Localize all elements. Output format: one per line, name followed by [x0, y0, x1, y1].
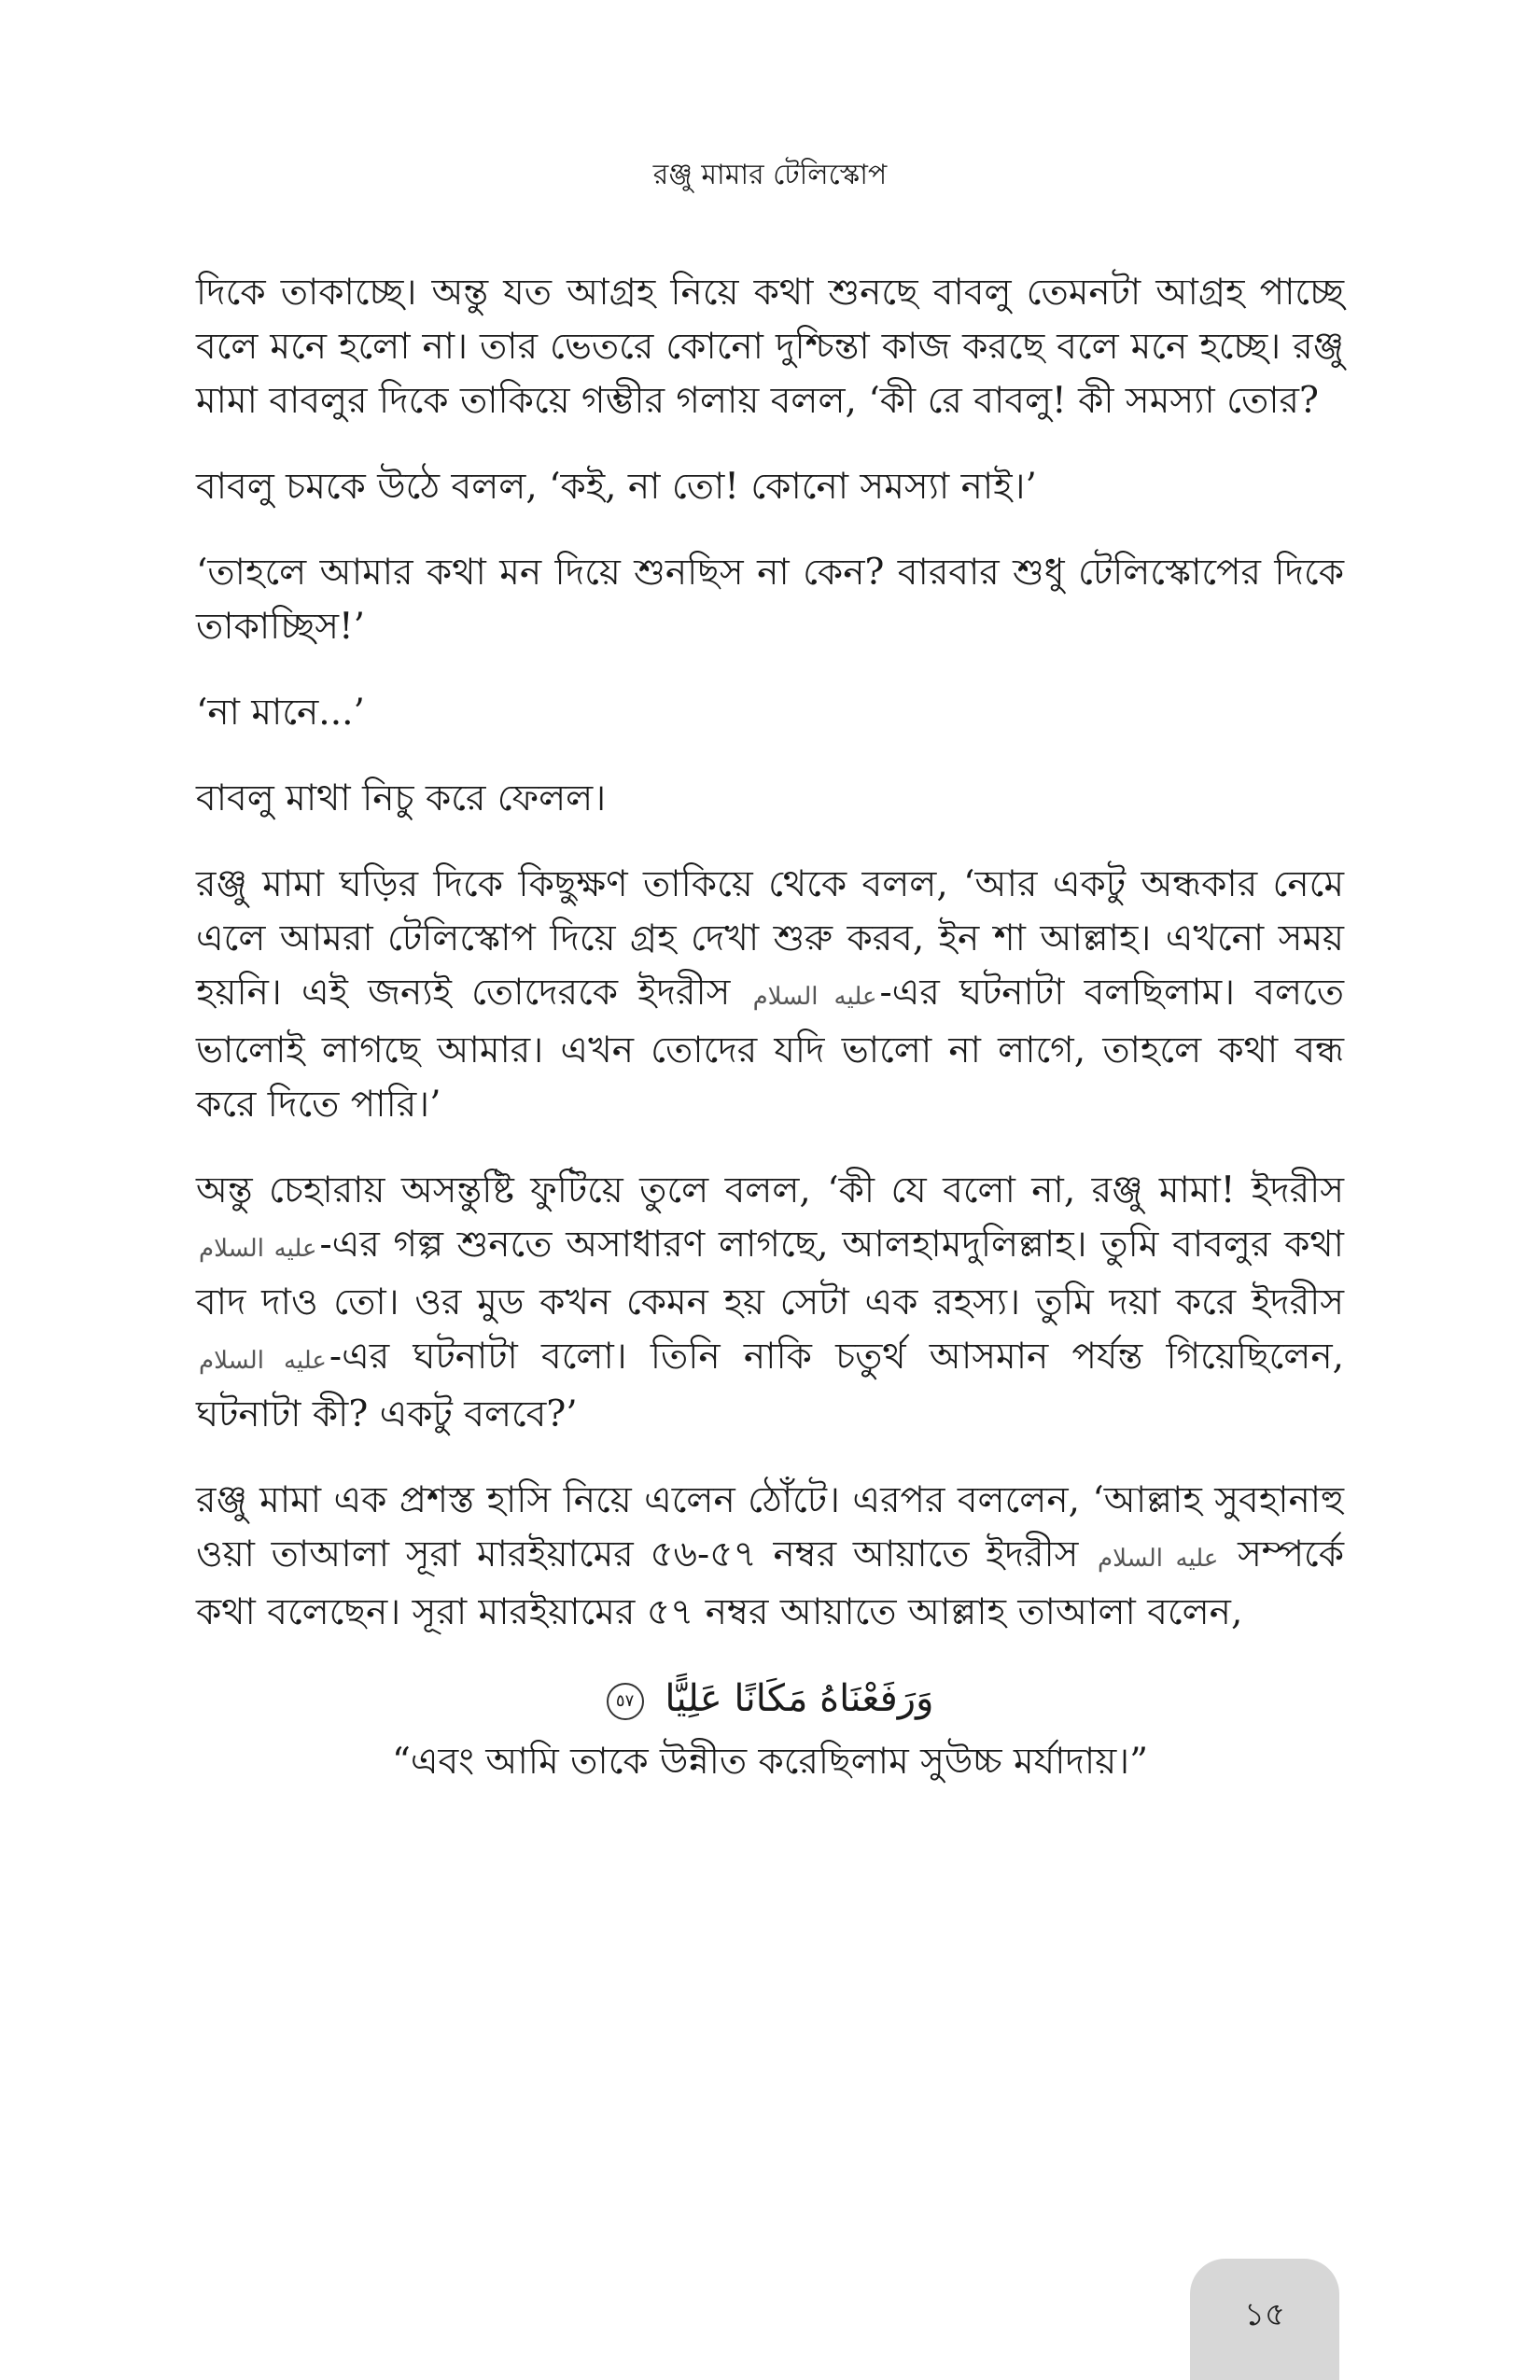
page-body	[196, 266, 1344, 1789]
paragraph	[196, 1164, 1344, 1442]
paragraph: বাবলু মাথা নিচু করে ফেলল।	[196, 777, 607, 819]
paragraph: দিকে তাকাচ্ছে। অন্তু যত আগ্রহ নিয়ে কথা শুনছে বাবলু তেমনটা আগ্রহ পাচ্ছে বলে মনে হলো না। তার ভেতরে কোনো দুশ্চিন্তা কাজ করছে বলে মনে হচ্ছে। রঞ্জু মামা বাবলুর দিকে তাকিয়ে গম্ভীর গলায় বলল, ‘কী রে বাবলু! কী সমস্যা তোর?	[196, 272, 1344, 422]
paragraph	[196, 858, 1344, 1132]
honorific-symbol: عليه السلام	[199, 1235, 317, 1263]
paragraph-text: সম্পর্কে কথা বলেছেন। সূরা মারইয়ামের ৫৭ নম্বর আয়াতে আল্লাহ তাআলা বলেন,	[196, 1533, 1344, 1633]
paragraph-text: -এর গল্প শুনতে অসাধারণ লাগছে, আলহামদুলিল্লাহ। তুমি বাবলুর কথা বাদ দাও তো। ওর মুড কখন কেমন হয় সেটা এক রহস্য। তুমি দয়া করে ইদরীস	[196, 1224, 1344, 1323]
paragraph-text: -এর ঘটনাটা বলছিলাম। বলতে ভালোই লাগছে আমার। এখন তোদের যদি ভালো না লাগে, তাহলে কথা বন্ধ করে দিতে পারি।’	[196, 972, 1345, 1126]
honorific-symbol: عليه السلام	[752, 983, 877, 1011]
verse-arabic: وَرَفَعْنَاهُ مَكَانًا عَلِيًّا	[665, 1677, 934, 1720]
honorific-symbol: عليه السلام	[199, 1347, 327, 1375]
paragraph: বাবলু চমকে উঠে বলল, ‘কই, না তো! কোনো সমস্যা নাই।’	[196, 466, 1037, 508]
paragraph-text: অন্তু চেহারায় অসন্তুষ্টি ফুটিয়ে তুলে বলল, ‘কী যে বলো না, রঞ্জু মামা! ইদরীস	[196, 1169, 1344, 1211]
running-title: রঞ্জু মামার টেলিস্কোপ	[652, 159, 888, 191]
paragraph	[196, 1474, 1344, 1640]
paragraph-text: রঞ্জু মামা ঘড়ির দিকে কিছুক্ষণ তাকিয়ে থেকে বলল, ‘আর একটু অন্ধকার নেমে এলে আমরা টেলিস্কোপ দিয়ে গ্রহ দেখা শুরু করব, ইন শা আল্লাহ। এখনো সময় হয়নি। এই জন্যই তোদেরকে ইদরীস	[196, 863, 1344, 1014]
paragraph-text: রঞ্জু মামা এক প্রশস্ত হাসি নিয়ে এলেন ঠোঁটে। এরপর বললেন, ‘আল্লাহ সুবহানাহু ওয়া তাআলা সূরা মারইয়ামের ৫৬-৫৭ নম্বর আয়াতে ইদরীস	[196, 1479, 1344, 1575]
paragraph: ‘না মানে...’	[196, 692, 365, 734]
honorific-symbol: عليه السلام	[1098, 1545, 1219, 1573]
verse-translation: “এবং আমি তাকে উন্নীত করেছিলাম সুউচ্চ মর্যাদায়।”	[391, 1741, 1149, 1783]
quran-verse	[196, 1672, 1344, 1726]
page-number-tab	[1190, 2259, 1339, 2380]
paragraph-text: -এর ঘটনাটা বলো। তিনি নাকি চতুর্থ আসমান পর্যন্ত গিয়েছিলেন, ঘটনাটা কী? একটু বলবে?’	[196, 1336, 1344, 1435]
paragraph: ‘তাহলে আমার কথা মন দিয়ে শুনছিস না কেন? বারবার শুধু টেলিস্কোপের দিকে তাকাচ্ছিস!’	[196, 552, 1344, 648]
page-number: ১৫	[1243, 2296, 1286, 2333]
verse-number: ٥٧	[607, 1683, 644, 1720]
